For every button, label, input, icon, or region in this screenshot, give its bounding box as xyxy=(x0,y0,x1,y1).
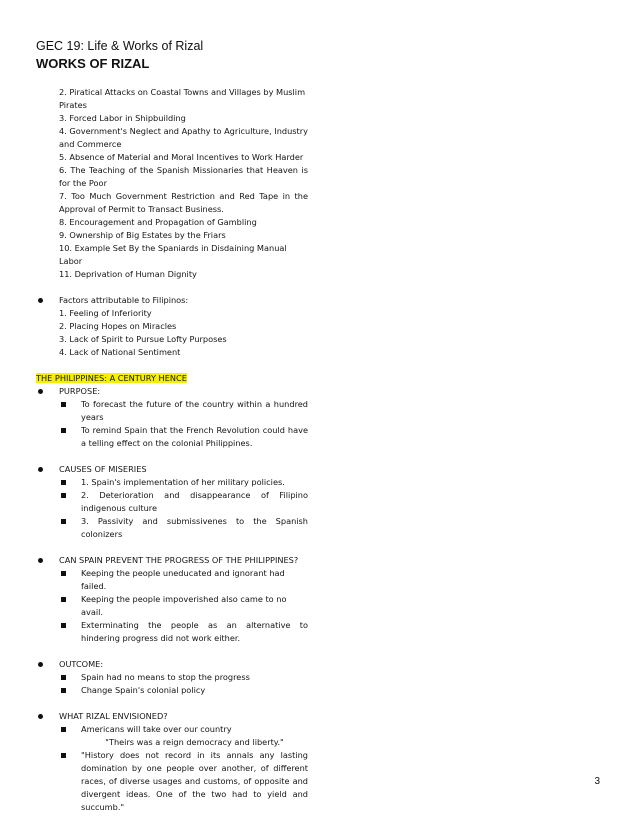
quote-line: "Theirs was a reign democracy and liberty." xyxy=(105,737,284,747)
page-header xyxy=(36,38,203,72)
outcome-heading: OUTCOME: xyxy=(36,658,308,671)
list-item: 10. Example Set By the Spaniards in Disdaining Manual Labor xyxy=(59,243,287,266)
list-item: 2. Placing Hopes on Miracles xyxy=(59,321,177,331)
list-item: 8. Encouragement and Propagation of Gambling xyxy=(59,217,257,227)
list-item: Exterminating the people as an alternative to hindering progress did not work either. xyxy=(36,619,308,645)
list-item: 5. Absence of Material and Moral Incentives to Work Harder xyxy=(59,152,304,162)
list-item: To remind Spain that the French Revolution could have a telling effect on the colonial Philippines. xyxy=(36,424,308,450)
list-item: To forecast the future of the country within a hundred years xyxy=(36,398,308,424)
list-item: 9. Ownership of Big Estates by the Friars xyxy=(59,230,226,240)
filipino-factors-heading: Factors attributable to Filipinos: xyxy=(36,294,308,307)
list-item: 1. Feeling of Inferiority xyxy=(59,308,152,318)
list-item: 4. Government's Neglect and Apathy to Agriculture, Industry and Commerce xyxy=(59,126,308,149)
list-item: 3. Passivity and submissivenes to the Spanish colonizers xyxy=(36,515,308,541)
list-item: 1. Spain's implementation of her military policies. xyxy=(36,476,308,489)
list-item: Spain had no means to stop the progress xyxy=(36,671,308,684)
page-number: 3 xyxy=(594,776,600,787)
course-title: GEC 19: Life & Works of Rizal xyxy=(36,39,204,53)
list-item: 11. Deprivation of Human Dignity xyxy=(59,269,197,279)
list-item: "History does not record in its annals any lasting domination by one people over another, of different races, of diverse usages and customs, of opposite and divergent ideas. One of the two had to yield and succumb." xyxy=(36,749,308,814)
list-item: 2. Piratical Attacks on Coastal Towns and Villages by Muslim Pirates xyxy=(59,87,306,110)
document-title: WORKS OF RIZAL xyxy=(36,56,150,71)
list-item: 7. Too Much Government Restriction and Red Tape in the Approval of Permit to Transact Business. xyxy=(59,191,308,214)
document-body xyxy=(36,86,308,814)
list-item: 2. Deterioration and disappearance of Filipino indigenous culture xyxy=(36,489,308,515)
prevent-heading: CAN SPAIN PREVENT THE PROGRESS OF THE PHILIPPINES? xyxy=(36,554,308,567)
list-item: 3. Forced Labor in Shipbuilding xyxy=(59,113,186,123)
miseries-heading: CAUSES OF MISERIES xyxy=(36,463,308,476)
list-item: Keeping the people impoverished also came to no avail. xyxy=(36,593,308,619)
list-item: 3. Lack of Spirit to Pursue Lofty Purposes xyxy=(59,334,227,344)
purpose-heading: PURPOSE: xyxy=(36,385,308,398)
list-item: Americans will take over our country xyxy=(36,723,308,736)
section-title: THE PHILIPPINES: A CENTURY HENCE xyxy=(36,373,187,383)
list-item: Change Spain's colonial policy xyxy=(36,684,308,697)
envisioned-heading: WHAT RIZAL ENVISIONED? xyxy=(36,710,308,723)
list-item: 6. The Teaching of the Spanish Missionaries that Heaven is for the Poor xyxy=(59,165,308,188)
list-item: Keeping the people uneducated and ignorant had failed. xyxy=(36,567,308,593)
list-item: 4. Lack of National Sentiment xyxy=(59,347,181,357)
